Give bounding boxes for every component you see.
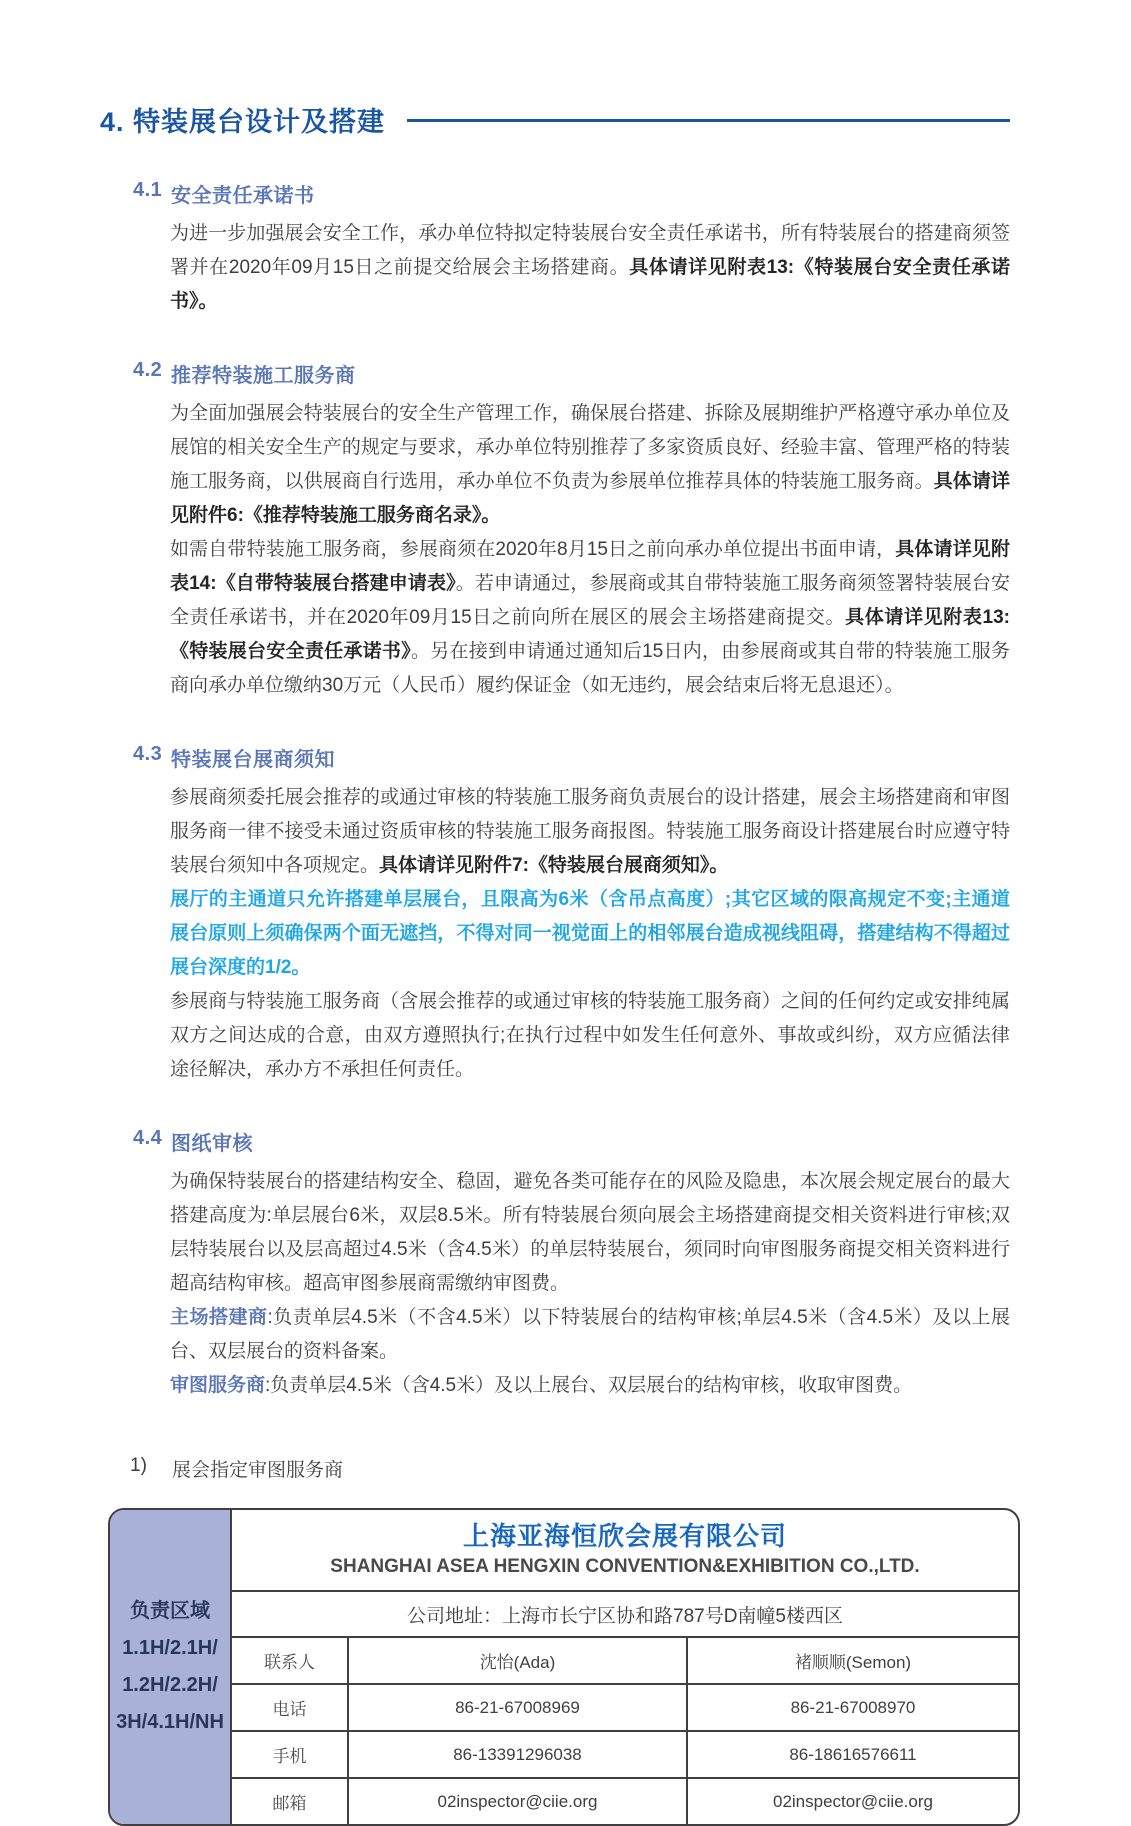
section-heading-text: 图纸审核 bbox=[171, 1133, 253, 1155]
text-segment: 为全面加强展会特装展台的安全生产管理工作，确保展台搭建、拆除及展期维护严格遵守承办单位及展馆的相关安全生产的规定与要求，承办单位特别推荐了多家资质良好、经验丰富、管理严格的特装施工服务商，以供展商自行选用，承办单位不负责为参展单位推荐具体的特装施工服务商。 bbox=[170, 403, 1010, 492]
page-title-row bbox=[100, 100, 1010, 139]
text-segment: 具体请详见附表14:《自带特装展台搭建申请表》 bbox=[170, 539, 1010, 594]
company-name-cn: 上海亚海恒欣会展有限公司 bbox=[462, 1521, 787, 1551]
table-body bbox=[232, 1510, 1018, 1824]
text-segment: 参展商须委托展会推荐的或通过审核的特装施工服务商负责展台的设计搭建，展会主场搭建商和审图服务商一律不接受未通过资质审核的特装施工服务商报图。特装施工服务商设计搭建展台时应遵守特装展台须知中各项规定。 bbox=[170, 787, 1010, 876]
region-label: 负责区域 bbox=[130, 1600, 210, 1622]
row-label: 电话 bbox=[232, 1685, 349, 1730]
paragraph bbox=[170, 1369, 1010, 1403]
numbered-list-item bbox=[130, 1455, 1010, 1482]
text-segment: 。若申请通过，参展商或其自带特装施工服务商须签署特装展台安全责任承诺书，并在2020年09月15日之前向所在展区的展会主场搭建商提交。 bbox=[170, 573, 1010, 628]
email-1: 02inspector@ciie.org bbox=[349, 1779, 688, 1824]
paragraph bbox=[170, 781, 1010, 883]
text-segment: 具体请详见附表13:《特装展台安全责任承诺书》。 bbox=[170, 257, 1010, 312]
text-segment: 具体请详见附件7:《特装展台展商须知》。 bbox=[379, 855, 729, 876]
paragraph-highlight bbox=[170, 883, 1010, 985]
row-label: 联系人 bbox=[232, 1638, 349, 1683]
section-heading-text: 推荐特装施工服务商 bbox=[171, 365, 356, 387]
table-row-phone bbox=[232, 1685, 1018, 1732]
region-line: 1.1H/2.1H/ bbox=[122, 1637, 218, 1659]
list-text: 展会指定审图服务商 bbox=[172, 1460, 344, 1481]
section-number: 4.3 bbox=[133, 743, 163, 765]
phone-2: 86-21-67008970 bbox=[790, 1697, 916, 1717]
paragraph bbox=[170, 217, 1010, 319]
region-line: 1.2H/2.2H/ bbox=[122, 1674, 218, 1696]
section-number: 4.2 bbox=[133, 359, 163, 381]
table-row-contact-person bbox=[232, 1638, 1018, 1685]
text-segment: 展厅的主通道只允许搭建单层展台，且限高为6米（含吊点高度）;其它区域的限高规定不变;主通道展台原则上须确保两个面无遮挡，不得对同一视觉面上的相邻展台造成视线阻碍，搭建结构不得超过展台深度的1/2。 bbox=[170, 889, 1010, 978]
list-number: 1) bbox=[130, 1455, 147, 1476]
section-number: 4.4 bbox=[133, 1127, 163, 1149]
table-row-email bbox=[232, 1779, 1018, 1824]
section-heading bbox=[133, 179, 1010, 208]
row-label: 手机 bbox=[232, 1732, 349, 1777]
page-title: 4. 特装展台设计及搭建 bbox=[100, 107, 386, 137]
row-label: 邮箱 bbox=[232, 1779, 349, 1824]
text-segment: :负责单层4.5米（不含4.5米）以下特装展台的结构审核;单层4.5米（含4.5米）及以上展台、双层展台的资料备案。 bbox=[170, 1307, 1010, 1362]
paragraph bbox=[170, 1165, 1010, 1301]
section-heading bbox=[133, 743, 1010, 772]
table-row-address bbox=[232, 1592, 1018, 1638]
company-address: 公司地址：上海市长宁区协和路787号D南幢5楼西区 bbox=[407, 1605, 843, 1627]
contact-person-1: 沈怡(Ada) bbox=[349, 1638, 688, 1683]
section-number: 4.1 bbox=[133, 179, 163, 201]
phone-1: 86-21-67008969 bbox=[349, 1685, 688, 1730]
text-segment: 为确保特装展台的搭建结构安全、稳固，避免各类可能存在的风险及隐患，本次展会规定展台的最大搭建高度为:单层展台6米，双层8.5米。所有特装展台须向展会主场搭建商提交相关资料进行审核;双层特装展台以及层高超过4.5米（含4.5米）的单层特装展台，须同时向审图服务商提交相关资料进行超高结构审核。超高审图参展商需缴纳审图费。 bbox=[170, 1171, 1010, 1294]
paragraph bbox=[170, 1301, 1010, 1369]
text-segment: 参展商与特装施工服务商（含展会推荐的或通过审核的特装施工服务商）之间的任何约定或安排纯属双方之间达成的合意，由双方遵照执行;在执行过程中如发生任何意外、事故或纠纷，双方应循法律途径解决，承办方不承担任何责任。 bbox=[170, 991, 1010, 1080]
section-4-2 bbox=[100, 359, 1010, 703]
text-segment: 主场搭建商 bbox=[170, 1307, 268, 1328]
section-heading-text: 安全责任承诺书 bbox=[171, 185, 315, 207]
region-cell bbox=[110, 1510, 232, 1824]
text-segment: 具体请详见附表13:《特装展台安全责任承诺书》 bbox=[170, 607, 1010, 662]
text-segment: 审图服务商 bbox=[170, 1375, 266, 1396]
email-2: 02inspector@ciie.org bbox=[773, 1791, 933, 1811]
section-4-1 bbox=[100, 179, 1010, 319]
title-rule bbox=[407, 119, 1010, 122]
service-provider-table bbox=[108, 1508, 1020, 1826]
table-row-mobile bbox=[232, 1732, 1018, 1779]
mobile-1: 86-13391296038 bbox=[349, 1732, 688, 1777]
region-line: 3H/4.1H/NH bbox=[116, 1711, 224, 1733]
section-heading bbox=[133, 1127, 1010, 1156]
text-segment: 具体请详见附件6:《推荐特装施工服务商名录》。 bbox=[170, 471, 1010, 526]
paragraph bbox=[170, 985, 1010, 1087]
paragraph bbox=[170, 397, 1010, 533]
text-segment: 。另在接到申请通过通知后15日内，由参展商或其自带的特装施工服务商向承办单位缴纳30万元（人民币）履约保证金（如无违约，展会结束后将无息退还）。 bbox=[170, 641, 1010, 696]
text-segment: 如需自带特装施工服务商，参展商须在2020年8月15日之前向承办单位提出书面申请， bbox=[170, 539, 896, 560]
mobile-2: 86-18616576611 bbox=[789, 1744, 917, 1764]
section-heading bbox=[133, 359, 1010, 388]
table-row-company bbox=[232, 1510, 1018, 1592]
company-name-en: SHANGHAI ASEA HENGXIN CONVENTION&EXHIBITION CO.,LTD. bbox=[330, 1556, 920, 1577]
section-4-4 bbox=[100, 1127, 1010, 1403]
text-segment: 为进一步加强展会安全工作，承办单位特拟定特装展台安全责任承诺书，所有特装展台的搭建商须签署并在2020年09月15日之前提交给展会主场搭建商。 bbox=[170, 223, 1010, 278]
paragraph bbox=[170, 533, 1010, 703]
contact-person-2: 褚顺顺(Semon) bbox=[794, 1653, 912, 1672]
text-segment: :负责单层4.5米（含4.5米）及以上展台、双层展台的结构审核，收取审图费。 bbox=[265, 1375, 913, 1396]
section-4-3 bbox=[100, 743, 1010, 1087]
section-heading-text: 特装展台展商须知 bbox=[171, 749, 335, 771]
